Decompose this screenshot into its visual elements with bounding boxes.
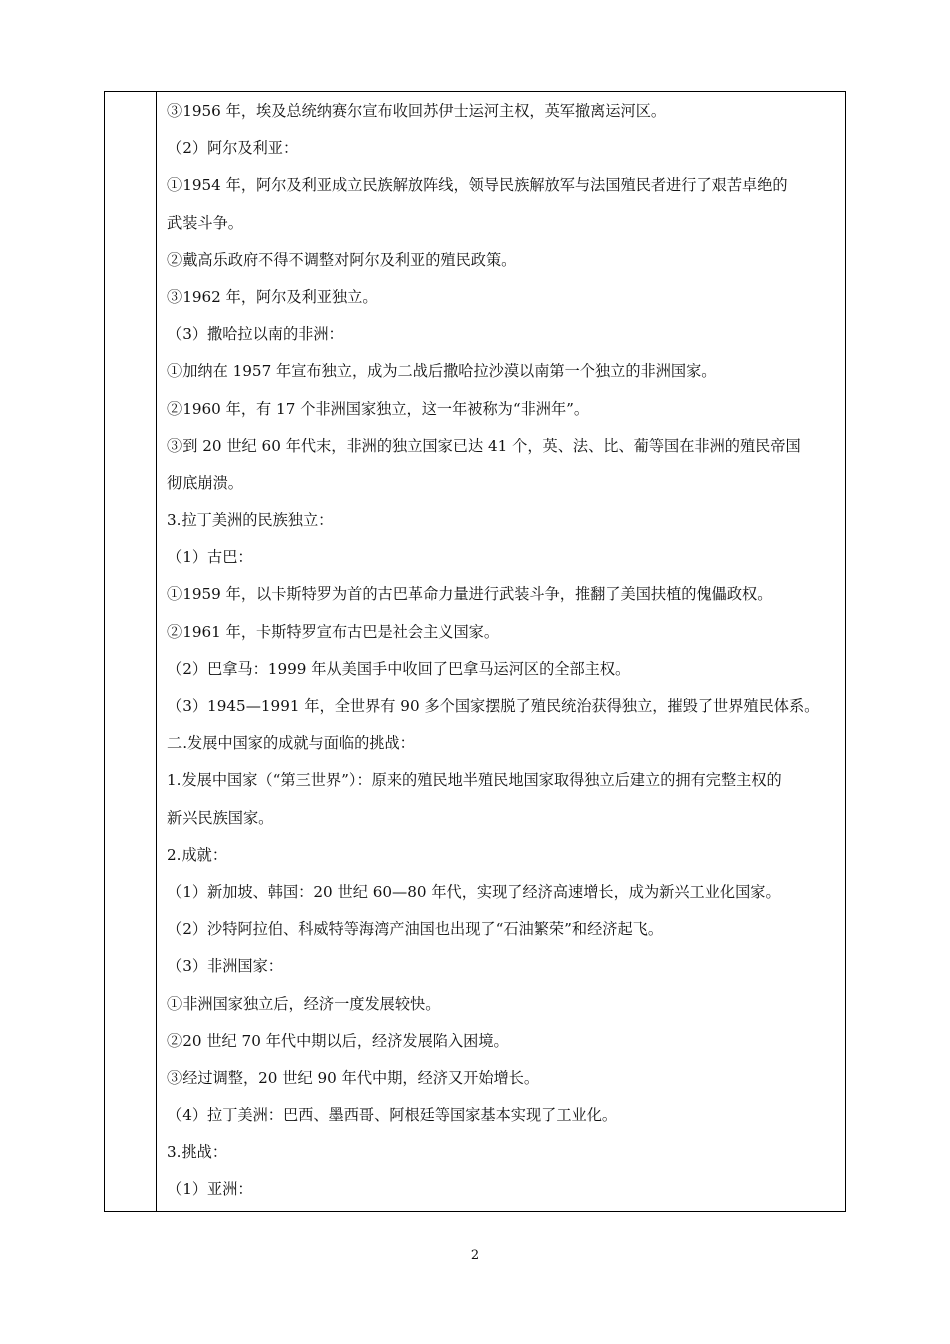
- text-line: ③1962 年，阿尔及利亚独立。: [167, 287, 378, 306]
- text-line: 3.拉丁美洲的民族独立：: [167, 511, 334, 530]
- text-line: ①1959 年，以卡斯特罗为首的古巴革命力量进行武装斗争，推翻了美国扶植的傀儡政权。: [167, 585, 773, 604]
- text-line: ①非洲国家独立后，经济一度发展较快。: [167, 994, 441, 1013]
- text-line: （2）巴拿马：1999 年从美国手中收回了巴拿马运河区的全部主权。: [167, 659, 631, 678]
- left-column-cell: [105, 92, 157, 1211]
- text-line: ③经过调整，20 世纪 90 年代中期，经济又开始增长。: [167, 1068, 540, 1087]
- text-line: （3）1945—1991 年，全世界有 90 多个国家摆脱了殖民统治获得独立，摧毁了世界殖民体系。: [167, 697, 820, 715]
- text-line: 1.发展中国家（“第三世界”）：原来的殖民地半殖民地国家取得独立后建立的拥有完整主权的: [167, 771, 782, 790]
- text-line: （2）沙特阿拉伯、科威特等海湾产油国也出现了“石油繁荣”和经济起飞。: [167, 920, 664, 939]
- text-line: 二.发展中国家的成就与面临的挑战：: [167, 734, 415, 753]
- text-line: 2.成就：: [167, 845, 228, 864]
- content-cell: [167, 92, 839, 1209]
- text-line: （1）古巴：: [167, 548, 253, 567]
- text-line: 武装斗争。: [167, 213, 243, 232]
- content-table: [104, 91, 846, 1212]
- text-line: ①1954 年，阿尔及利亚成立民族解放阵线，领导民族解放军与法国殖民者进行了艰苦卓绝的: [167, 176, 788, 195]
- text-line: ③到 20 世纪 60 年代末，非洲的独立国家已达 41 个，英、法、比、葡等国在非洲的殖民帝国: [167, 436, 801, 455]
- text-line: ②1961 年，卡斯特罗宣布古巴是社会主义国家。: [167, 622, 500, 641]
- text-line: ②戴高乐政府不得不调整对阿尔及利亚的殖民政策。: [167, 250, 517, 269]
- page-number: 2: [470, 1248, 480, 1263]
- text-line: （1）新加坡、韩国：20 世纪 60—80 年代，实现了经济高速增长，成为新兴工业化国家。: [167, 882, 781, 901]
- text-line: 3.挑战：: [167, 1143, 228, 1162]
- text-line: ①加纳在 1957 年宣布独立，成为二战后撒哈拉沙漠以南第一个独立的非洲国家。: [167, 362, 717, 381]
- text-line: （3）非洲国家：: [167, 957, 283, 976]
- text-line: （2）阿尔及利亚：: [167, 139, 299, 158]
- text-line: （4）拉丁美洲：巴西、墨西哥、阿根廷等国家基本实现了工业化。: [167, 1106, 618, 1125]
- text-line: ②20 世纪 70 年代中期以后，经济发展陷入困境。: [167, 1031, 509, 1050]
- text-line: 彻底崩溃。: [167, 473, 243, 492]
- text-line: ③1956 年，埃及总统纳赛尔宣布收回苏伊士运河主权，英军撤离运河区。: [167, 102, 667, 120]
- text-line: （3）撒哈拉以南的非洲：: [167, 325, 344, 344]
- text-line: ②1960 年，有 17 个非洲国家独立，这一年被称为“非洲年”。: [167, 399, 590, 418]
- text-line: （1）亚洲：: [167, 1180, 253, 1199]
- text-line: 新兴民族国家。: [167, 808, 274, 827]
